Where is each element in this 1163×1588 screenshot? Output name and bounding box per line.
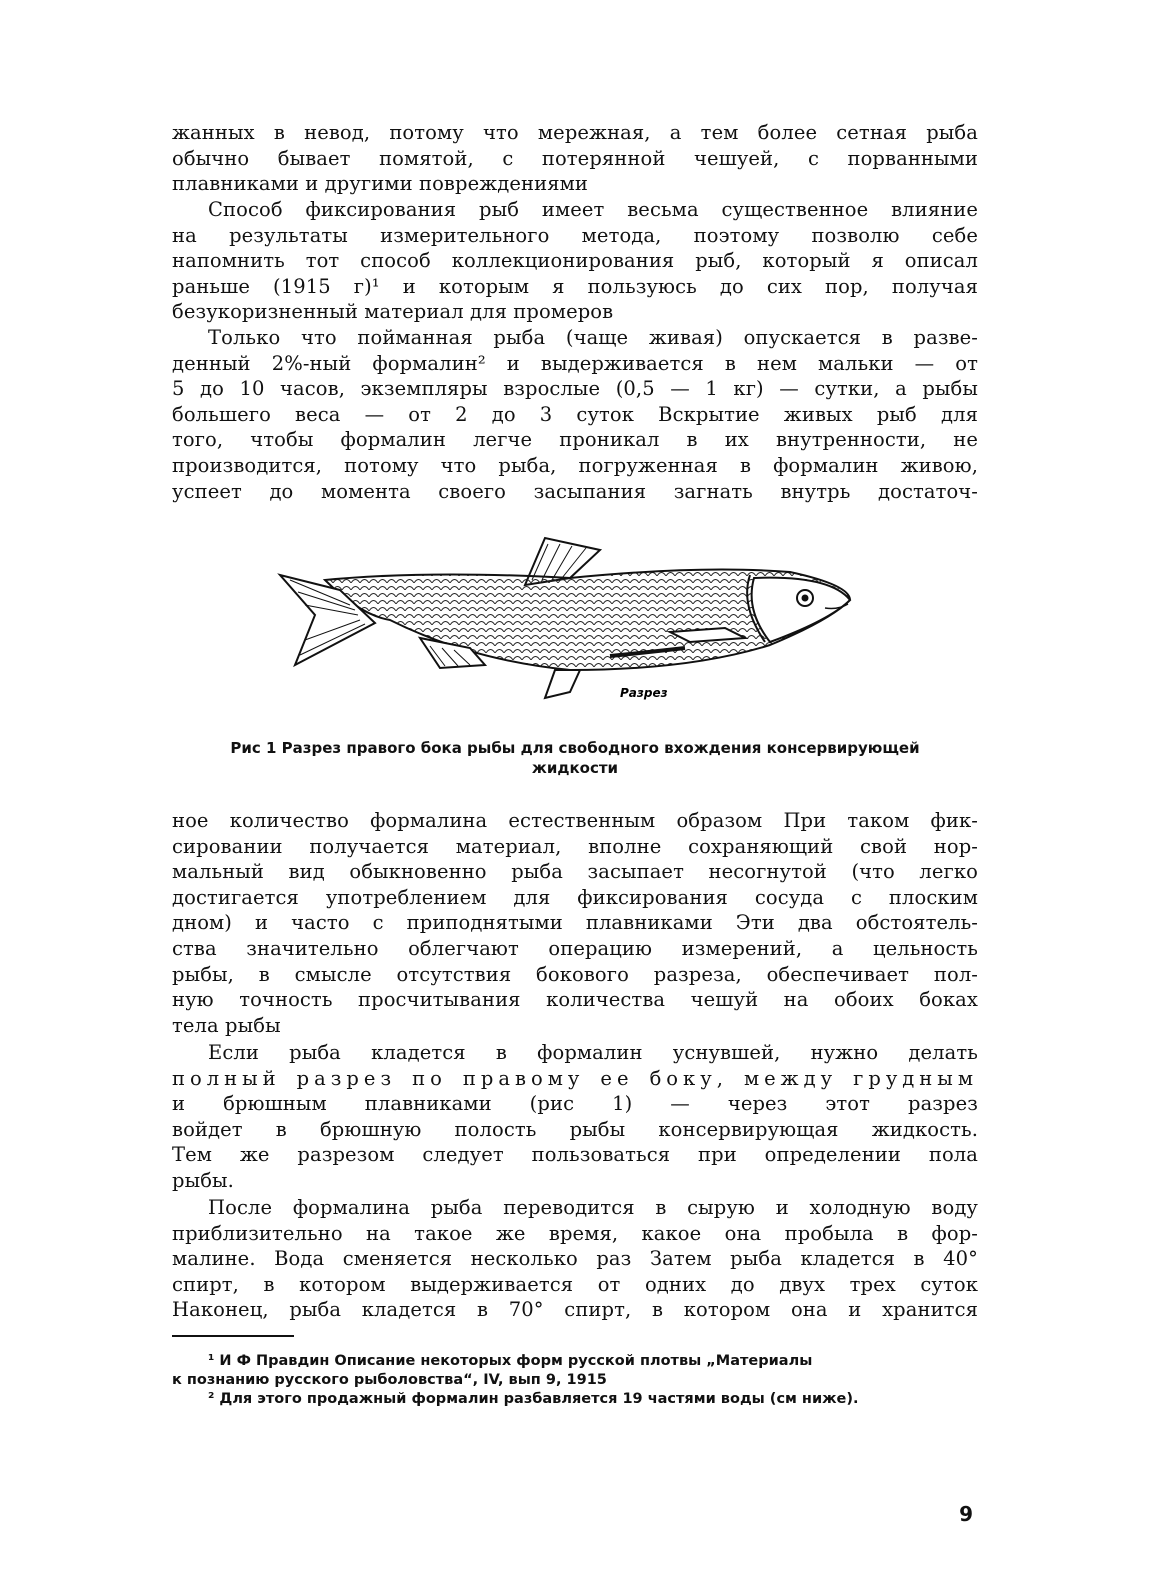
text-line: успеет до момента своего засыпания загнать внутрь достаточ- [172, 479, 978, 503]
text-line: ства значительно облегчают операцию измерений, а цельность [172, 936, 978, 960]
paragraph-alcohol [172, 1195, 978, 1323]
paragraph-fixation-method [172, 197, 978, 325]
text-line: рыбы. [172, 1168, 234, 1192]
text-line: большего веса — от 2 до 3 суток Вскрытие живых рыб для [172, 402, 978, 426]
text-line: войдет в брюшную полость рыбы консервирующая жидкость. [172, 1117, 978, 1141]
text-line: раньше (1915 г)¹ и которым я пользуюсь до сих пор, получая [172, 274, 978, 298]
text-line: Тем же разрезом следует пользоваться при определении пола [172, 1143, 978, 1167]
text-line: дном) и часто с приподнятыми плавниками Эти два обстоятель- [172, 911, 978, 935]
text-line: и брюшным плавниками (рис 1) — через этот разрез [172, 1092, 978, 1116]
text-line: рыбы, в смысле отсутствия бокового разреза, обеспечивает пол- [172, 962, 978, 986]
ventral-fin [545, 670, 580, 698]
text-line: полный разрез по правому ее боку, между грудным [172, 1066, 978, 1090]
text-line: напомнить тот способ коллекционирования рыб, который я описал [172, 249, 978, 273]
text-line: достигается употреблением для фиксирования сосуда с плоским [172, 885, 978, 909]
text-line: безукоризненный материал для промеров [172, 300, 614, 324]
text-line: Только что пойманная рыба (чаще живая) опускается в разве- [208, 326, 978, 349]
caption-line: Рис 1 Разрез правого бока рыбы для свободного вхождения консервирующей [230, 739, 920, 757]
paragraph-cut-instruction [172, 1040, 978, 1194]
text-line: Способ фиксирования рыб имеет весьма существенное влияние [208, 198, 978, 221]
figure-label: Разрез [620, 686, 668, 700]
paragraph-fixation-result [172, 808, 978, 1038]
caption-line: жидкости [531, 759, 619, 777]
text-line: приблизительно на такое же время, какое она пробыла в фор- [172, 1221, 978, 1245]
footnote-divider [172, 1335, 294, 1337]
text-line: мальный вид обыкновенно рыба засыпает несогнутой (что легко [172, 860, 978, 884]
text-line: сировании получается материал, вполне сохраняющий свой нор- [172, 834, 978, 858]
text-line: плавниками и другими повреждениями [172, 172, 588, 196]
text-line: ное количество формалина естественным образом При таком фик- [172, 809, 978, 832]
text-line: того, чтобы формалин легче проникал в их внутренности, не [172, 428, 978, 452]
text-line: 5 до 10 часов, экземпляры взрослые (0,5 — 1 кг) — сутки, а рыбы [172, 377, 978, 401]
footnotes [172, 1352, 978, 1409]
fish-drawing [270, 520, 870, 720]
text-line: тела рыбы [172, 1013, 281, 1037]
footnote-1: ¹ И Ф Правдин Описание некоторых форм русской плотвы „Материалы [208, 1353, 813, 1369]
paragraph-formalin [172, 325, 978, 504]
figure-caption [172, 738, 978, 778]
text-line: денный 2%-ный формалин² и выдерживается в нем мальки — от [172, 351, 978, 375]
footnote-1-cont: к познанию русского рыболовства“, IV, вып 9, 1915 [172, 1372, 607, 1388]
text-line: производится, потому что рыба, погруженная в формалин живою, [172, 453, 978, 477]
text-line: малине. Вода сменяется несколько раз Затем рыба кладется в 40° [172, 1247, 978, 1271]
fish-illustration [270, 520, 870, 720]
text-line: на результаты измерительного метода, поэтому позволю себе [172, 223, 978, 247]
text-line: Если рыба кладется в формалин уснувшей, нужно делать [208, 1041, 978, 1064]
text-line: спирт, в котором выдерживается от одних до двух трех суток [172, 1272, 978, 1296]
text-line: обычно бывает помятой, с потерянной чешуей, с порванными [172, 146, 978, 170]
page-number: 9 [959, 1502, 973, 1526]
footnote-2: ² Для этого продажный формалин разбавляется 19 частями воды (см ниже). [208, 1391, 859, 1407]
text-line: После формалина рыба переводится в сырую и холодную воду [208, 1196, 978, 1219]
text-line: жанных в невод, потому что мережная, а тем более сетная рыба [172, 121, 978, 144]
text-line: Наконец, рыба кладется в 70° спирт, в котором она и хранится [172, 1298, 978, 1322]
paragraph-continuation [172, 120, 978, 197]
text-line: ную точность просчитывания количества чешуй на обоих боках [172, 988, 978, 1012]
